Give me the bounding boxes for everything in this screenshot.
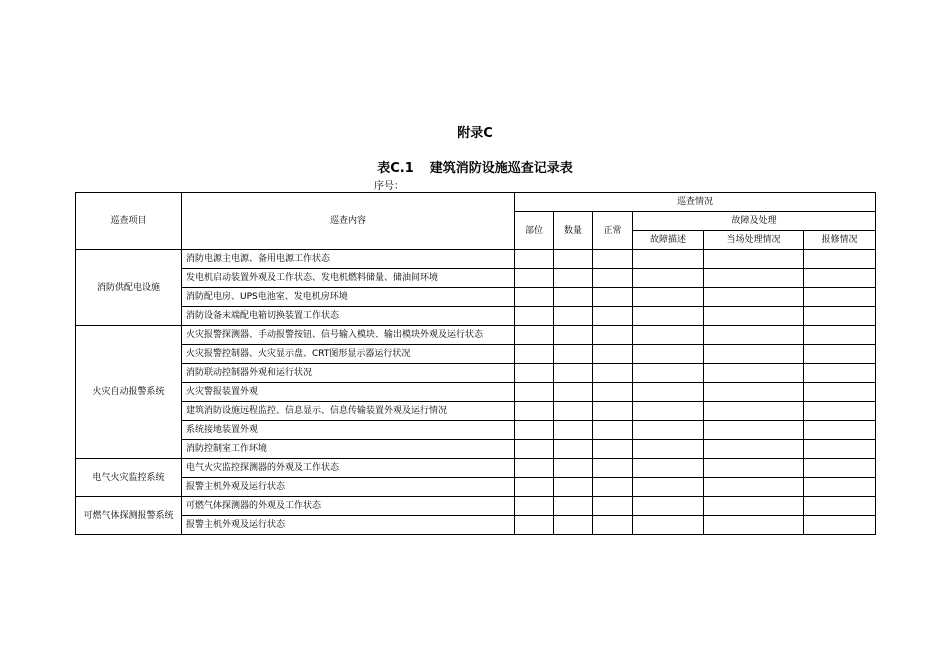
table-number: 表C.1 (377, 161, 414, 176)
quantity-cell[interactable] (554, 345, 593, 364)
inspection-table (75, 192, 876, 535)
quantity-cell[interactable] (554, 516, 593, 535)
fault-desc-cell[interactable] (633, 326, 704, 345)
table-title-text: 建筑消防设施巡查记录表 (429, 161, 573, 176)
table-row (76, 250, 876, 269)
inspection-content: 电气火灾监控探测器的外观及工作状态 (182, 459, 515, 478)
repair-cell[interactable] (804, 288, 876, 307)
serial-label: 序号： (374, 181, 404, 192)
header-normal: 正常 (593, 212, 633, 250)
inspection-content: 建筑消防设施远程监控、信息显示、信息传输装置外观及运行情况 (182, 402, 515, 421)
inspection-content: 消防设备末端配电箱切换装置工作状态 (182, 307, 515, 326)
inspection-content: 消防控制室工作环境 (182, 440, 515, 459)
fault-desc-cell[interactable] (633, 288, 704, 307)
repair-cell[interactable] (804, 402, 876, 421)
normal-cell[interactable] (593, 383, 633, 402)
table-row (76, 459, 876, 478)
onsite-cell[interactable] (704, 459, 804, 478)
fault-desc-cell[interactable] (633, 459, 704, 478)
location-cell[interactable] (515, 288, 554, 307)
fault-desc-cell[interactable] (633, 478, 704, 497)
normal-cell[interactable] (593, 326, 633, 345)
location-cell[interactable] (515, 497, 554, 516)
table-row (76, 440, 876, 459)
location-cell[interactable] (515, 383, 554, 402)
table-row (76, 364, 876, 383)
header-onsite: 当场处理情况 (704, 231, 804, 250)
normal-cell[interactable] (593, 516, 633, 535)
quantity-cell[interactable] (554, 250, 593, 269)
normal-cell[interactable] (593, 364, 633, 383)
repair-cell[interactable] (804, 269, 876, 288)
fault-desc-cell[interactable] (633, 269, 704, 288)
fault-desc-cell[interactable] (633, 402, 704, 421)
location-cell[interactable] (515, 421, 554, 440)
repair-cell[interactable] (804, 383, 876, 402)
repair-cell[interactable] (804, 478, 876, 497)
table-title (0, 157, 950, 176)
repair-cell[interactable] (804, 364, 876, 383)
inspection-content: 消防电源主电源、备用电源工作状态 (182, 250, 515, 269)
header-status: 巡查情况 (515, 193, 876, 212)
fault-desc-cell[interactable] (633, 345, 704, 364)
onsite-cell[interactable] (704, 421, 804, 440)
table-row (76, 307, 876, 326)
normal-cell[interactable] (593, 497, 633, 516)
table-row (76, 402, 876, 421)
location-cell[interactable] (515, 269, 554, 288)
inspection-content: 消防联动控制器外观和运行状况 (182, 364, 515, 383)
quantity-cell[interactable] (554, 402, 593, 421)
table-row (76, 269, 876, 288)
inspection-content: 火灾报警探测器、手动报警按钮、信号输入模块、输出模块外观及运行状态 (182, 326, 515, 345)
location-cell[interactable] (515, 459, 554, 478)
repair-cell[interactable] (804, 440, 876, 459)
inspection-content: 火灾报警控制器、火灾显示盘、CRT图形显示器运行状况 (182, 345, 515, 364)
fault-desc-cell[interactable] (633, 516, 704, 535)
location-cell[interactable] (515, 440, 554, 459)
table-row (76, 421, 876, 440)
normal-cell[interactable] (593, 459, 633, 478)
table-row (76, 288, 876, 307)
location-cell[interactable] (515, 516, 554, 535)
group-name: 可燃气体探测报警系统 (76, 497, 182, 535)
onsite-cell[interactable] (704, 269, 804, 288)
table-row (76, 497, 876, 516)
quantity-cell[interactable] (554, 478, 593, 497)
normal-cell[interactable] (593, 250, 633, 269)
quantity-cell[interactable] (554, 383, 593, 402)
onsite-cell[interactable] (704, 250, 804, 269)
quantity-cell[interactable] (554, 440, 593, 459)
header-location: 部位 (515, 212, 554, 250)
table-row (76, 326, 876, 345)
quantity-cell[interactable] (554, 288, 593, 307)
fault-desc-cell[interactable] (633, 250, 704, 269)
repair-cell[interactable] (804, 345, 876, 364)
fault-desc-cell[interactable] (633, 364, 704, 383)
onsite-cell[interactable] (704, 402, 804, 421)
fault-desc-cell[interactable] (633, 421, 704, 440)
repair-cell[interactable] (804, 497, 876, 516)
fault-desc-cell[interactable] (633, 497, 704, 516)
repair-cell[interactable] (804, 307, 876, 326)
onsite-cell[interactable] (704, 516, 804, 535)
header-repair: 报修情况 (804, 231, 876, 250)
onsite-cell[interactable] (704, 440, 804, 459)
onsite-cell[interactable] (704, 307, 804, 326)
quantity-cell[interactable] (554, 326, 593, 345)
table-row (76, 345, 876, 364)
normal-cell[interactable] (593, 440, 633, 459)
quantity-cell[interactable] (554, 459, 593, 478)
normal-cell[interactable] (593, 269, 633, 288)
onsite-cell[interactable] (704, 364, 804, 383)
onsite-cell[interactable] (704, 326, 804, 345)
group-name: 消防供配电设施 (76, 250, 182, 326)
location-cell[interactable] (515, 250, 554, 269)
quantity-cell[interactable] (554, 307, 593, 326)
normal-cell[interactable] (593, 345, 633, 364)
repair-cell[interactable] (804, 459, 876, 478)
table-row (76, 516, 876, 535)
fault-desc-cell[interactable] (633, 440, 704, 459)
onsite-cell[interactable] (704, 478, 804, 497)
normal-cell[interactable] (593, 307, 633, 326)
inspection-content: 报警主机外观及运行状态 (182, 478, 515, 497)
group-name: 火灾自动报警系统 (76, 326, 182, 459)
appendix-title: 附录C (457, 126, 493, 141)
onsite-cell[interactable] (704, 497, 804, 516)
onsite-cell[interactable] (704, 383, 804, 402)
header-fault: 故障及处理 (633, 212, 876, 231)
fault-desc-cell[interactable] (633, 383, 704, 402)
location-cell[interactable] (515, 478, 554, 497)
inspection-content: 消防配电房、UPS电池室、发电机房环境 (182, 288, 515, 307)
header-fault-desc: 故障描述 (633, 231, 704, 250)
location-cell[interactable] (515, 364, 554, 383)
inspection-content: 火灾警报装置外观 (182, 383, 515, 402)
header-content: 巡查内容 (182, 193, 515, 250)
fault-desc-cell[interactable] (633, 307, 704, 326)
normal-cell[interactable] (593, 421, 633, 440)
normal-cell[interactable] (593, 288, 633, 307)
group-name: 电气火灾监控系统 (76, 459, 182, 497)
location-cell[interactable] (515, 402, 554, 421)
quantity-cell[interactable] (554, 269, 593, 288)
repair-cell[interactable] (804, 250, 876, 269)
location-cell[interactable] (515, 326, 554, 345)
quantity-cell[interactable] (554, 497, 593, 516)
inspection-content: 报警主机外观及运行状态 (182, 516, 515, 535)
onsite-cell[interactable] (704, 288, 804, 307)
inspection-content: 可燃气体探测器的外观及工作状态 (182, 497, 515, 516)
inspection-content: 发电机启动装置外观及工作状态、发电机燃料储量、储油间环境 (182, 269, 515, 288)
repair-cell[interactable] (804, 421, 876, 440)
quantity-cell[interactable] (554, 421, 593, 440)
location-cell[interactable] (515, 307, 554, 326)
normal-cell[interactable] (593, 402, 633, 421)
repair-cell[interactable] (804, 516, 876, 535)
location-cell[interactable] (515, 345, 554, 364)
table-row (76, 478, 876, 497)
repair-cell[interactable] (804, 326, 876, 345)
header-quantity: 数量 (554, 212, 593, 250)
table-row (76, 383, 876, 402)
inspection-content: 系统接地装置外观 (182, 421, 515, 440)
normal-cell[interactable] (593, 478, 633, 497)
onsite-cell[interactable] (704, 345, 804, 364)
header-item: 巡查项目 (76, 193, 182, 250)
quantity-cell[interactable] (554, 364, 593, 383)
